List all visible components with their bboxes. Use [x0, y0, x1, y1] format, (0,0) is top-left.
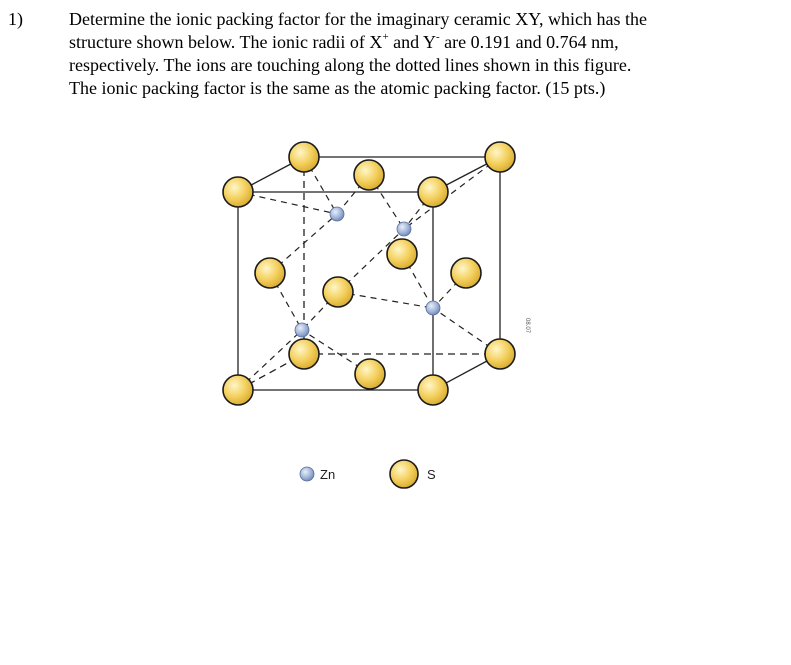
legend-s-icon	[390, 460, 418, 488]
zn-atom	[330, 207, 344, 221]
s-atom	[354, 160, 384, 190]
s-atom	[355, 359, 385, 389]
s-atom	[289, 142, 319, 172]
s-atom	[418, 375, 448, 405]
zn-ions	[295, 207, 440, 337]
s-atom	[451, 258, 481, 288]
zn-atom	[397, 222, 411, 236]
question-line-1: Determine the ionic packing factor for the imaginary ceramic XY, which has the	[69, 9, 647, 29]
figure-code: 08.07	[524, 318, 530, 334]
s-atom	[223, 177, 253, 207]
s-atom	[485, 142, 515, 172]
s-atom	[485, 339, 515, 369]
legend-s-label: S	[427, 467, 436, 482]
question-line-4: The ionic packing factor is the same as the atomic packing factor. (15 pts.)	[69, 78, 606, 98]
s-atom	[418, 177, 448, 207]
question-line-3: respectively. The ions are touching along the dotted lines shown in this figure.	[69, 55, 632, 75]
s-atom	[223, 375, 253, 405]
question-line-2: structure shown below. The ionic radii of X+ and Y- are 0.191 and 0.764 nm,	[69, 31, 619, 52]
zn-atom	[426, 301, 440, 315]
question-number: 1)	[8, 9, 23, 29]
legend	[300, 460, 436, 488]
legend-zn-label: Zn	[320, 467, 336, 482]
s-ions	[223, 142, 515, 405]
zn-atom	[295, 323, 309, 337]
s-atom	[323, 277, 353, 307]
legend-zn-icon	[300, 467, 314, 481]
s-atom	[255, 258, 285, 288]
s-atom	[289, 339, 319, 369]
s-atom	[387, 239, 417, 269]
